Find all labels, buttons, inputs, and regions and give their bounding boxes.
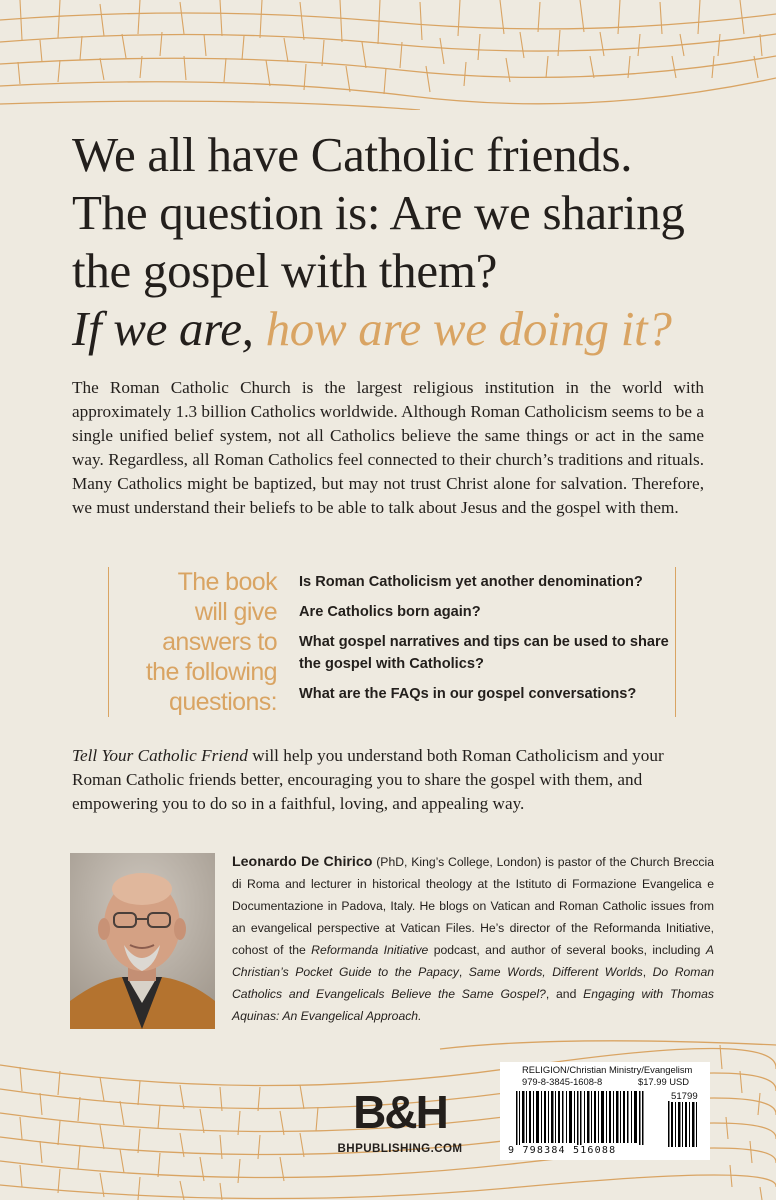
author-name: Leonardo De Chirico (232, 854, 373, 870)
bio-text: , (642, 965, 653, 979)
bio-book: Do Roman Catholics and Evangelicals Believe the Same Gospel? (232, 965, 714, 1001)
headline-line-1: We all have Catholic friends. (72, 127, 633, 182)
barcode-box (500, 1062, 710, 1160)
question-item: What gospel narratives and tips can be used to share the gospel with Catholics? (299, 634, 669, 672)
questions-box (108, 567, 676, 717)
headline-line-2: The question is: Are we sharing (72, 185, 685, 240)
bio-book: Engaging with Thomas Aquinas: An Evangelical Approach. (232, 987, 714, 1023)
lead-line: the following (145, 658, 277, 686)
barcode-addon: 51799 (671, 1091, 698, 1102)
intro-paragraph: The Roman Catholic Church is the largest religious institution in the world with approximately 1.3 billion Catholics worldwide. Although Roman Catholicism seems to be a single unified belief system, not all Catholics believe the same things or act in the same way. Regardless, all Roman Catholics feel connected to their church’s traditions and rituals. Many Catholics might be baptized, but may not trust Christ alone for salvation. Therefore, we must understand their beliefs to be able to talk about Jesus and the gospel with them. (72, 378, 704, 517)
barcode-price: $17.99 USD (638, 1076, 690, 1087)
publisher-logo (330, 1088, 470, 1160)
headline-line-4 (72, 300, 752, 358)
bio-book: A Christian’s Pocket Guide to the Papacy (232, 943, 714, 979)
headline-line-3: the gospel with them? (72, 243, 498, 298)
publisher-url: BHPUBLISHING.COM (337, 1142, 463, 1155)
lead-line: questions: (169, 688, 277, 716)
bio-book: Same Words, Different Worlds (468, 965, 643, 979)
barcode-category: RELIGION/Christian Ministry/Evangelism (522, 1064, 693, 1075)
summary-text: will help you understand both Roman Catholicism and your Roman Catholic friends better, encouraging you to share the gospel with them, and empowering you to do so in a faithful, loving, and appealing way. (72, 746, 664, 813)
question-item: Is Roman Catholicism yet another denomination? (299, 574, 643, 590)
barcode-isbn: 979-8-3845-1608-8 (522, 1076, 603, 1087)
questions-lead (119, 567, 277, 717)
questions-list (299, 571, 669, 713)
summary-paragraph (72, 744, 712, 816)
author-photo (70, 853, 215, 1029)
headline-accent: how are we doing it? (265, 301, 672, 356)
bio-text: (PhD, King’s College, London) is pastor of the Church Breccia di Roma and lecturer in historical theology at the Istituto di Formazione Evangelica e Documentazione in Padova, Italy. He blogs on Vatican and Roman Catholic issues from an evangelical perspective at Vatican Files. He’s director of the Reformanda Initiative, cohost of the (232, 855, 714, 957)
barcode-digits: 9 798384 516088 (506, 1145, 650, 1156)
bio-podcast: Reformanda Initiative (311, 943, 429, 957)
book-title: Tell Your Catholic Friend (72, 746, 248, 765)
lead-line: will give (194, 598, 277, 626)
question-item: Are Catholics born again? (299, 604, 481, 620)
question-item: What are the FAQs in our gospel conversations? (299, 686, 637, 702)
author-bio (232, 851, 714, 1027)
lead-line: The book (177, 568, 277, 596)
lead-line: answers to (162, 628, 277, 656)
logo-mark: B&H (353, 1086, 447, 1138)
mosaic-top-border (0, 0, 776, 110)
bio-text: , and (545, 987, 584, 1001)
bio-text: , (458, 965, 469, 979)
author-portrait-image (70, 853, 215, 1029)
headline (72, 126, 752, 358)
bio-text: podcast, and author of several books, including (428, 943, 706, 957)
headline-italic: If we are, (72, 301, 254, 356)
